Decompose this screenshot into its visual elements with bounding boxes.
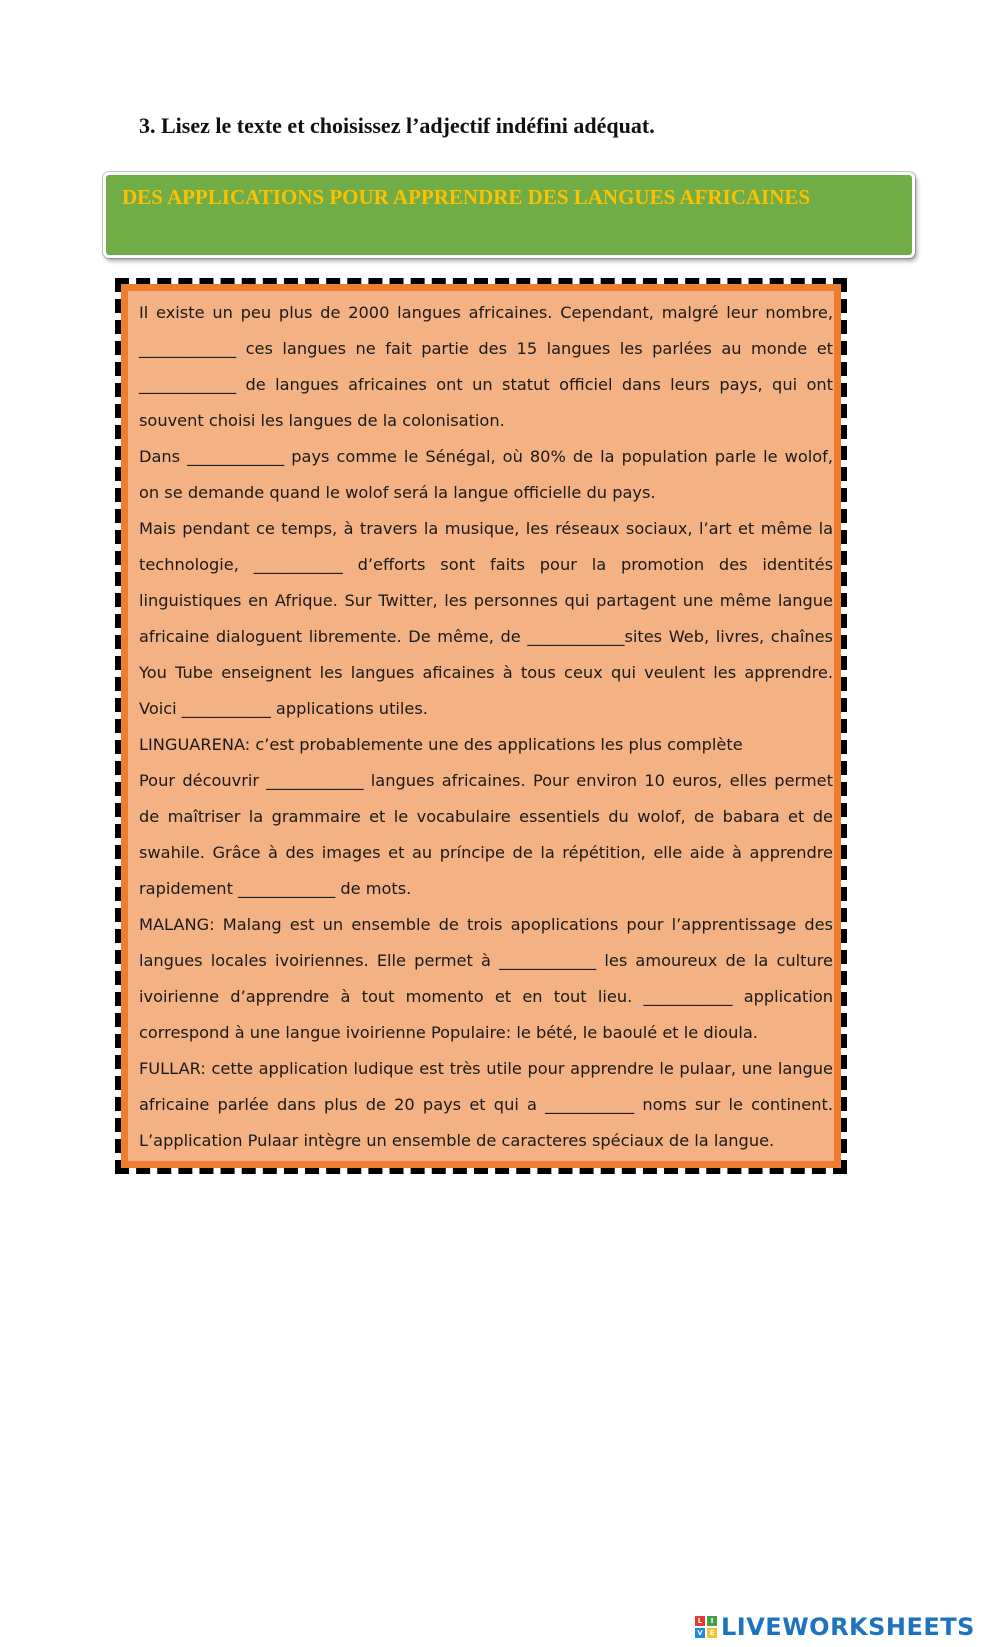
banner-title: DES APPLICATIONS POUR APPRENDRE DES LANGUES AFRICAINES	[122, 185, 811, 209]
paragraph-intro: Il existe un peu plus de 2000 langues africaines. Cependant, malgré leur nombre, ____________ ces langues ne fait partie des 15 langues les parlées au monde et ____________ de langues africaines ont un statut officiel dans leurs pays, qui ont souvent choisi les langues de la colonisation.	[139, 303, 833, 430]
logo-mark-letter: V	[695, 1628, 705, 1638]
logo-mark-letter: E	[707, 1628, 717, 1638]
logo-text: LIVEWORKSHEETS	[721, 1613, 975, 1641]
logo-mark-letter: I	[707, 1616, 717, 1626]
logo-mark-icon	[695, 1616, 717, 1638]
paragraph-fullar: FULLAR: cette application ludique est très utile pour apprendre le pulaar, une langue africaine parlée dans plus de 20 pays et qui a ___________ noms sur le continent. L’application Pulaar intègre un ensemble de caracteres spéciaux de la langue.	[139, 1059, 833, 1150]
paragraph-malang: MALANG: Malang est un ensemble de trois apoplications pour l’apprentissage des langues locales ivoiriennes. Elle permet à ____________ les amoureux de la culture ivoirienne d’apprendre à tout momento et en tout lieu. ___________ application correspond à une langue ivoirienne Populaire: le bété, le baoulé et le dioula.	[139, 915, 833, 1042]
title-banner	[103, 172, 915, 258]
paragraph-technology: Mais pendant ce temps, à travers la musique, les réseaux sociaux, l’art et même la technologie, ___________ d’efforts sont faits pour la promotion des identités linguistiques en Afrique. Sur Twitter, les personnes qui partagent une même langue africaine dialoguent libremente. De même, de ____________sites Web, livres, chaînes You Tube enseignent les langues aficaines à tous ceux qui veulent les apprendre. Voici ___________ applications utiles.	[139, 519, 833, 718]
exercise-instruction: 3. Lisez le texte et choisissez l’adjectif indéfini adéquat.	[139, 113, 655, 138]
exercise-text	[139, 295, 833, 1159]
paragraph-linguarena-heading: LINGUARENA: c’est probablemente une des applications les plus complète	[139, 735, 743, 754]
logo-mark-letter: L	[695, 1616, 705, 1626]
liveworksheets-logo	[695, 1612, 975, 1642]
paragraph-linguarena: Pour découvrir ____________ langues africaines. Pour environ 10 euros, elles permet de maîtriser la grammaire et le vocabulaire essentiels du wolof, de babara et de swahile. Grâce à des images et au príncipe de la répétition, elle aide à apprendre rapidement ____________ de mots.	[139, 771, 833, 898]
text-panel	[121, 284, 841, 1168]
paragraph-senegal: Dans ____________ pays comme le Sénégal, où 80% de la population parle le wolof, on se demande quand le wolof será la langue officielle du pays.	[139, 447, 833, 502]
